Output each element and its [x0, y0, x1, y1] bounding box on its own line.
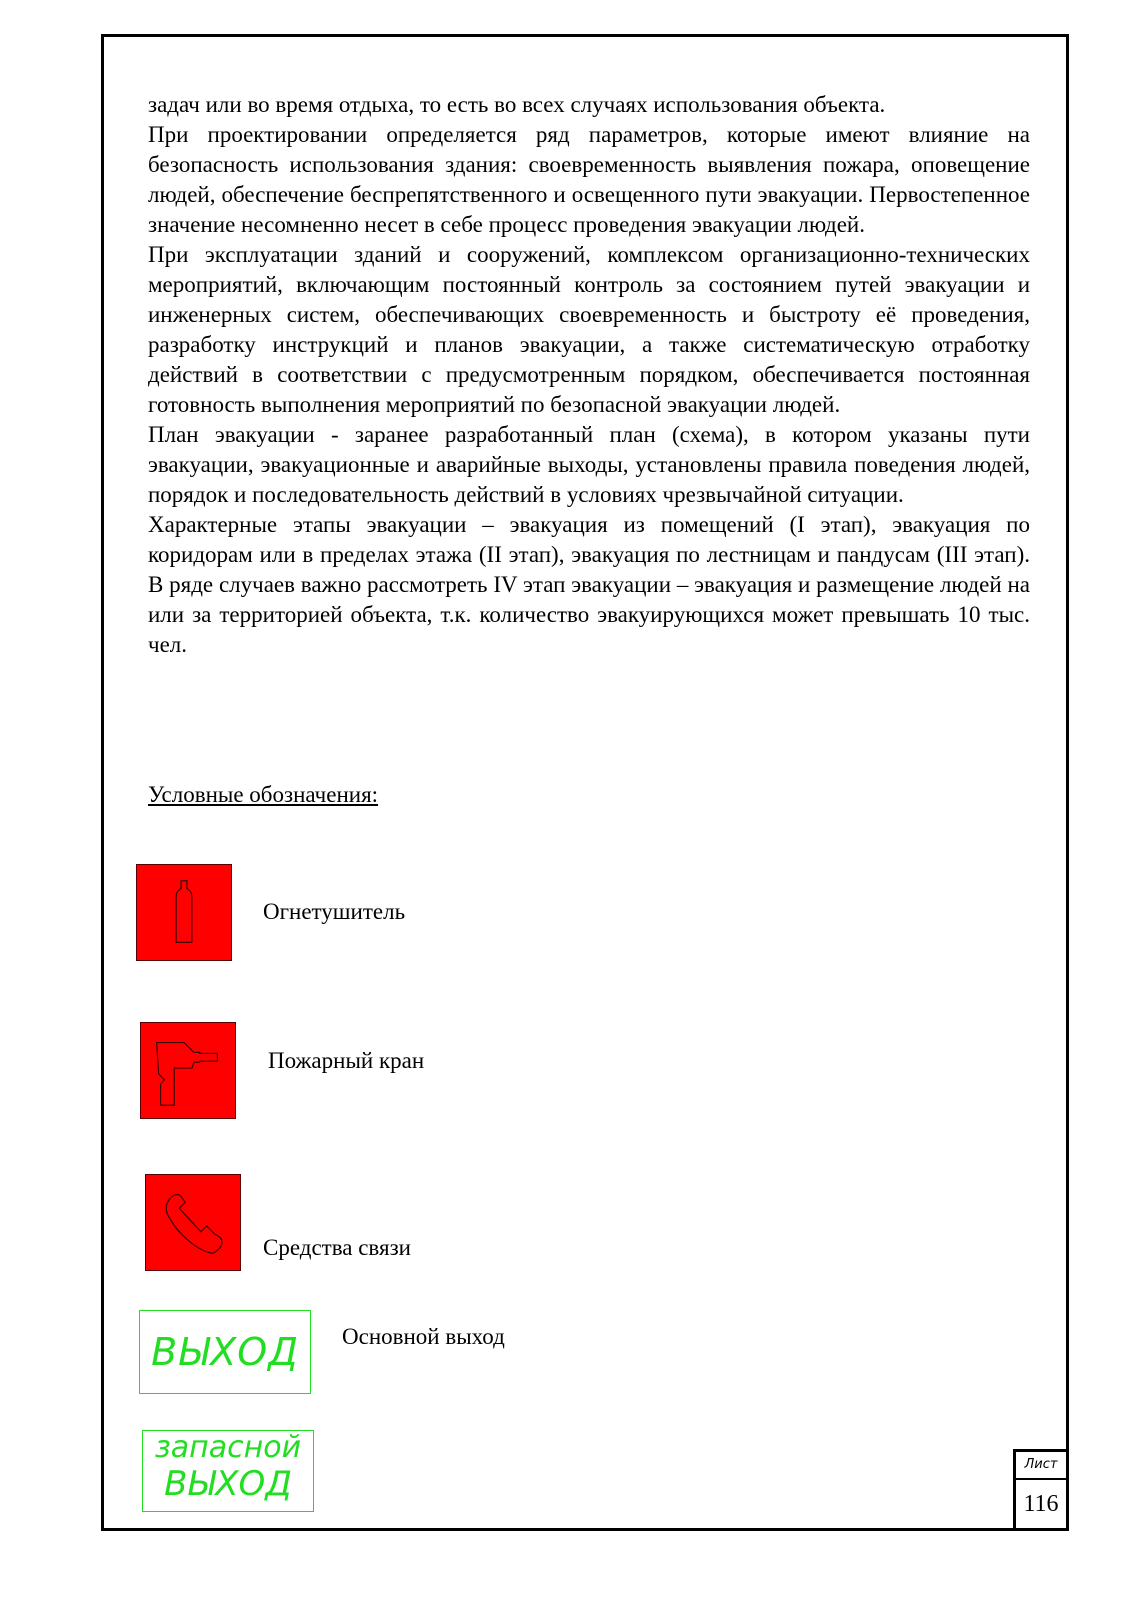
- exit-sign: [139, 1310, 311, 1394]
- paragraph: задач или во время отдыха, то есть во всех случаях использования объекта.: [148, 92, 886, 117]
- sheet-stamp: [1013, 1449, 1069, 1531]
- paragraph: План эвакуации - заранее разработанный план (схема), в котором указаны пути эвакуации, эвакуационные и аварийные выходы, установлены правила поведения людей, порядок и последовательность действий в условиях чрезвычайной ситуации.: [148, 422, 1030, 507]
- paragraph: При эксплуатации зданий и сооружений, комплексом организационно-технических мероприятий, включающим постоянный контроль за состоянием путей эвакуации и инженерных систем, обеспечивающих своевременность и быстроту её проведения, разработку инструкций и планов эвакуации, а также систематическую отработку действий в соответствии с предусмотренным порядком, обеспечивается постоянная готовность выполнения мероприятий по безопасной эвакуации людей.: [148, 242, 1030, 417]
- exit-sign-text: ВЫХОД: [151, 1330, 299, 1374]
- sheet-label: Лист: [1016, 1452, 1066, 1480]
- fire-hydrant-icon: [140, 1022, 236, 1119]
- legend-label-phone: Средства связи: [263, 1235, 411, 1260]
- paragraph: При проектировании определяется ряд параметров, которые имеют влияние на безопасность использования здания: своевременность выявления пожара, оповещение людей, обеспечение беспрепятственного и освещенного пути эвакуации. Первостепенное значение несомненно несет в себе процесс проведения эвакуации людей.: [148, 122, 1030, 237]
- paragraph: Характерные этапы эвакуации – эвакуация из помещений (I этап), эвакуация по коридорам или в пределах этажа (II этап), эвакуация по лестницам и пандусам (III этап). В ряде случаев важно рассмотреть IV этап эвакуации – эвакуация и размещение людей на или за территорией объекта, т.к. количество эвакуирующихся может превышать 10 тыс. чел.: [148, 512, 1030, 657]
- legend-label-extinguisher: Огнетушитель: [263, 899, 406, 924]
- emergency-exit-sign: [142, 1430, 314, 1512]
- body-text: [148, 90, 1030, 660]
- phone-icon: [145, 1174, 241, 1271]
- extinguisher-icon: [136, 864, 232, 961]
- page-number: 116: [1023, 1491, 1059, 1517]
- emergency-exit-sign-bottom-text: ВЫХОД: [164, 1464, 292, 1504]
- legend-label-main-exit: Основной выход: [342, 1324, 505, 1349]
- emergency-exit-sign-top-text: запасной: [154, 1430, 302, 1465]
- legend-label-fire-hydrant: Пожарный кран: [268, 1048, 425, 1073]
- legend-title: Условные обозначения:: [148, 782, 379, 807]
